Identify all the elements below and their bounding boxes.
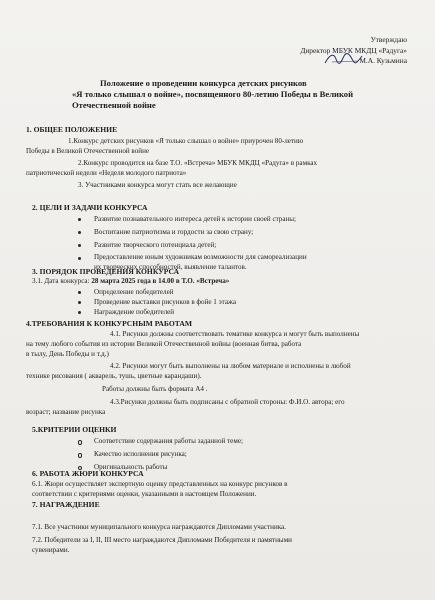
- section-7-p2-line1: 7.2. Победители за I, II, III место награждаются Дипломами Победителя и памятными: [32, 536, 292, 544]
- section-5-heading: 5.КРИТЕРИИ ОЦЕНКИ: [32, 425, 117, 434]
- approval-line-1: Утверждаю: [370, 35, 407, 44]
- signature-icon: [322, 50, 366, 68]
- section-4-p4-line1: 4.3.Рисунки должны быть подписаны с обратной стороны: Ф.И.О. автора; его: [110, 398, 345, 406]
- title-line-2: «Я только слышал о войне», посвященного 80-летию Победы в Великой: [72, 89, 354, 100]
- document-title: [60, 78, 410, 112]
- list-item: Определение победителей: [76, 288, 236, 298]
- section-4-p1-line3: в тылу, День Победы и т.д.): [26, 350, 109, 358]
- title-line-3: Отечественной войне: [72, 100, 156, 111]
- section-4-p3: Работы должны быть формата А4 .: [102, 385, 208, 393]
- section-4-heading: 4.ТРЕБОВАНИЯ К КОНКУРСНЫМ РАБОТАМ: [26, 319, 193, 328]
- section-4-p2-line1: 4.2. Рисунки могут быть выполнены на любом материале и исполнены в любой: [110, 362, 351, 370]
- approval-line-3: М.А. Кузьмина: [359, 56, 407, 66]
- approval-line-2: Директор МБУК МКДЦ «Радуга»: [300, 45, 407, 55]
- section-3-date-value: 28 марта 2025 года в 14.00 в Т.О. «Встреча»: [91, 277, 230, 285]
- section-3-list: [76, 288, 236, 318]
- list-item: Качество исполнения рисунка;: [76, 450, 243, 460]
- list-item: Награждение победителей: [76, 308, 236, 318]
- list-item: Проведение выставки рисунков в фойе 1 этажа: [76, 298, 236, 308]
- section-1-heading: 1. ОБЩЕЕ ПОЛОЖЕНИЕ: [26, 125, 118, 134]
- section-3-date-prefix: 3.1. Дата конкурса:: [32, 277, 92, 285]
- section-4-p2-line2: технике рисования ( акварель, тушь, цветные карандаши).: [26, 372, 202, 380]
- section-3-date: [32, 277, 229, 287]
- title-line-1: Положение о проведении конкурса детских рисунков: [100, 78, 307, 88]
- section-1-p1-line2: Победы в Великой Отечественной войне: [26, 147, 150, 155]
- section-6-p1-line2: соответствии с критериями оценки, указанными в настоящем Положении.: [32, 490, 257, 498]
- approval-sign-row: [300, 56, 407, 67]
- list-item: Соответствие содержания работы заданной теме;: [76, 437, 243, 447]
- section-2-heading: 2. ЦЕЛИ И ЗАДАЧИ КОНКУРСА: [32, 203, 148, 212]
- section-7-heading: 7. НАГРАЖДЕНИЕ: [32, 500, 100, 509]
- list-item: Воспитание патриотизма и гордости за свою страну;: [76, 228, 307, 238]
- list-item-text: Предоставление юным художникам возможности для самореализации: [94, 253, 307, 262]
- approval-block: [300, 35, 407, 67]
- section-4-p1-line2: на тему любого события из истории Великой Отечественной войны (военная битва, работа: [26, 340, 302, 348]
- section-7-p1: 7.1. Все участники муниципального конкурса награждаются Дипломами участника.: [32, 523, 287, 531]
- section-7-p2-line2: сувенирами.: [32, 546, 70, 554]
- section-1-p3: 3. Участниками конкурса могут стать все желающие: [78, 181, 237, 189]
- list-item: Развитие познавательного интереса детей к истории своей страны;: [76, 215, 307, 225]
- section-1-p2-line1: 2.Конкурс проводится на базе Т.О. «Встреча» МБУК МКДЦ «Радуга» в рамках: [78, 159, 318, 167]
- section-4-p4-line2: возраст; название рисунка: [26, 408, 106, 416]
- section-4-p1-line1: 4.1. Рисунки должны соответствовать тематике конкурса и могут быть выполнены: [110, 330, 360, 338]
- section-6-heading: 6. РАБОТА ЖЮРИ КОНКУРСА: [32, 469, 144, 478]
- section-6-p1-line1: 6.1. Жюри осуществляет экспертную оценку представленных на конкурс рисунков в: [32, 480, 288, 488]
- list-item-continuation: их творческих способностей, выявление талантов.: [94, 263, 247, 272]
- list-item: Развитие творческого потенциала детей;: [76, 241, 307, 251]
- list-item: Оригинальность работы: [76, 463, 243, 473]
- section-1-p2-line2: патриотической недели «Неделя молодого патриота»: [26, 169, 187, 177]
- section-1-p1-line1: 1.Конкурс детских рисунков «Я только слышал о войне» приурочен 80-летию: [68, 137, 304, 145]
- section-3-heading: 3. ПОРЯДОК ПРОВЕДЕНИЯ КОНКУРСА: [32, 267, 180, 276]
